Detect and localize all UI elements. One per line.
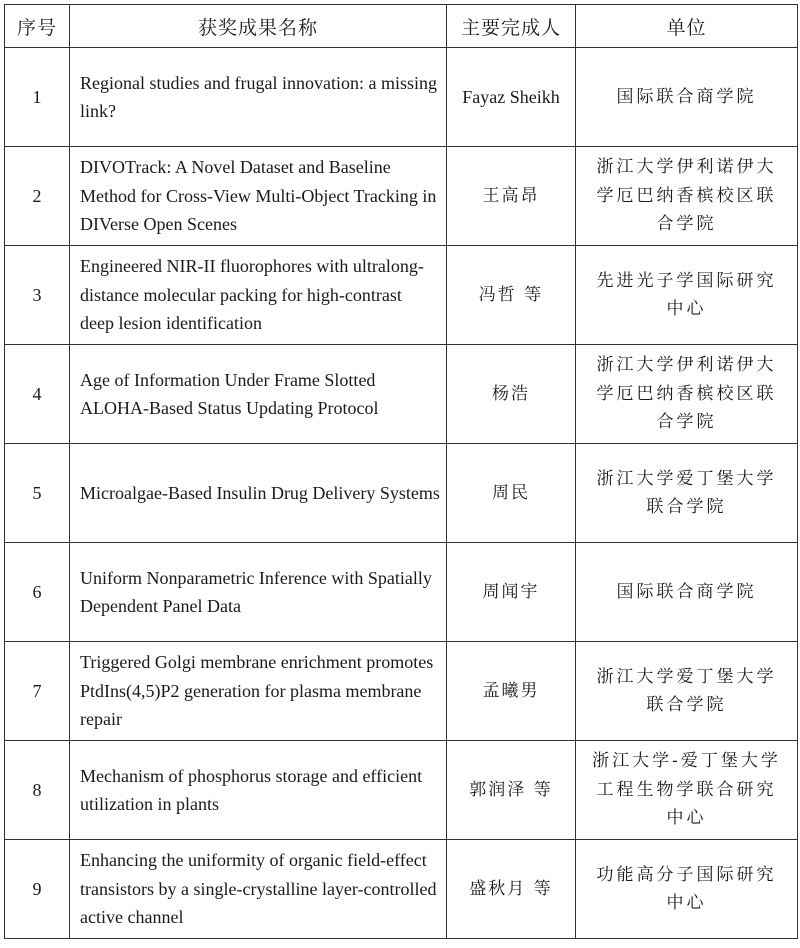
row-person <box>447 642 576 741</box>
table-row <box>5 48 798 147</box>
table-row <box>5 840 798 939</box>
row-title: Regional studies and frugal innovation: a missing link? <box>70 48 447 147</box>
table-row <box>5 345 798 444</box>
table-row <box>5 543 798 642</box>
header-row <box>5 5 798 48</box>
row-index: 1 <box>5 48 70 147</box>
row-unit: 浙江大学-爱丁堡大学工程生物学联合研究中心 <box>576 741 798 840</box>
row-unit: 先进光子学国际研究中心 <box>576 246 798 345</box>
row-index: 9 <box>5 840 70 939</box>
row-title: Engineered NIR-II fluorophores with ultralong-distance molecular packing for high-contrast deep lesion identification <box>70 246 447 345</box>
row-index: 4 <box>5 345 70 444</box>
row-person: Fayaz Sheikh <box>447 48 576 147</box>
row-person <box>447 147 576 246</box>
row-unit: 功能高分子国际研究中心 <box>576 840 798 939</box>
row-person-text: 孟曦男 <box>482 681 540 702</box>
row-person-text: 郭润泽 等 <box>469 780 553 801</box>
row-unit: 国际联合商学院 <box>576 543 798 642</box>
table-row <box>5 246 798 345</box>
row-title: Triggered Golgi membrane enrichment promotes PtdIns(4,5)P2 generation for plasma membrane repair <box>70 642 447 741</box>
row-unit: 浙江大学爱丁堡大学联合学院 <box>576 642 798 741</box>
row-title: Microalgae-Based Insulin Drug Delivery Systems <box>70 444 447 543</box>
header-index: 序号 <box>5 5 70 48</box>
row-title: Age of Information Under Frame Slotted ALOHA-Based Status Updating Protocol <box>70 345 447 444</box>
row-person-text: 盛秋月 等 <box>469 879 553 900</box>
row-unit: 浙江大学伊利诺伊大学厄巴纳香槟校区联合学院 <box>576 147 798 246</box>
row-person <box>447 840 576 939</box>
row-title: Uniform Nonparametric Inference with Spatially Dependent Panel Data <box>70 543 447 642</box>
row-title: DIVOTrack: A Novel Dataset and Baseline Method for Cross-View Multi-Object Tracking in DIVerse Open Scenes <box>70 147 447 246</box>
row-person-text: 王高昂 <box>482 186 540 207</box>
row-index: 8 <box>5 741 70 840</box>
row-person-text: 周闻宇 <box>482 582 540 603</box>
row-unit: 浙江大学爱丁堡大学联合学院 <box>576 444 798 543</box>
row-title: Enhancing the uniformity of organic field-effect transistors by a single-crystalline layer-controlled active channel <box>70 840 447 939</box>
row-person <box>447 444 576 543</box>
row-person-text: 杨浩 <box>492 384 530 405</box>
row-index: 7 <box>5 642 70 741</box>
row-title: Mechanism of phosphorus storage and efficient utilization in plants <box>70 741 447 840</box>
header-person: 主要完成人 <box>447 5 576 48</box>
row-index: 5 <box>5 444 70 543</box>
row-index: 6 <box>5 543 70 642</box>
row-person <box>447 741 576 840</box>
header-unit: 单位 <box>576 5 798 48</box>
row-unit: 浙江大学伊利诺伊大学厄巴纳香槟校区联合学院 <box>576 345 798 444</box>
table-row <box>5 444 798 543</box>
row-person <box>447 543 576 642</box>
table-row <box>5 741 798 840</box>
table-row <box>5 642 798 741</box>
row-unit: 国际联合商学院 <box>576 48 798 147</box>
row-person-text: 冯哲 等 <box>478 285 544 306</box>
row-person <box>447 246 576 345</box>
awards-table <box>4 4 798 939</box>
header-title: 获奖成果名称 <box>70 5 447 48</box>
row-index: 2 <box>5 147 70 246</box>
table-row <box>5 147 798 246</box>
row-index: 3 <box>5 246 70 345</box>
row-person <box>447 345 576 444</box>
row-person-text: 周民 <box>492 483 530 504</box>
